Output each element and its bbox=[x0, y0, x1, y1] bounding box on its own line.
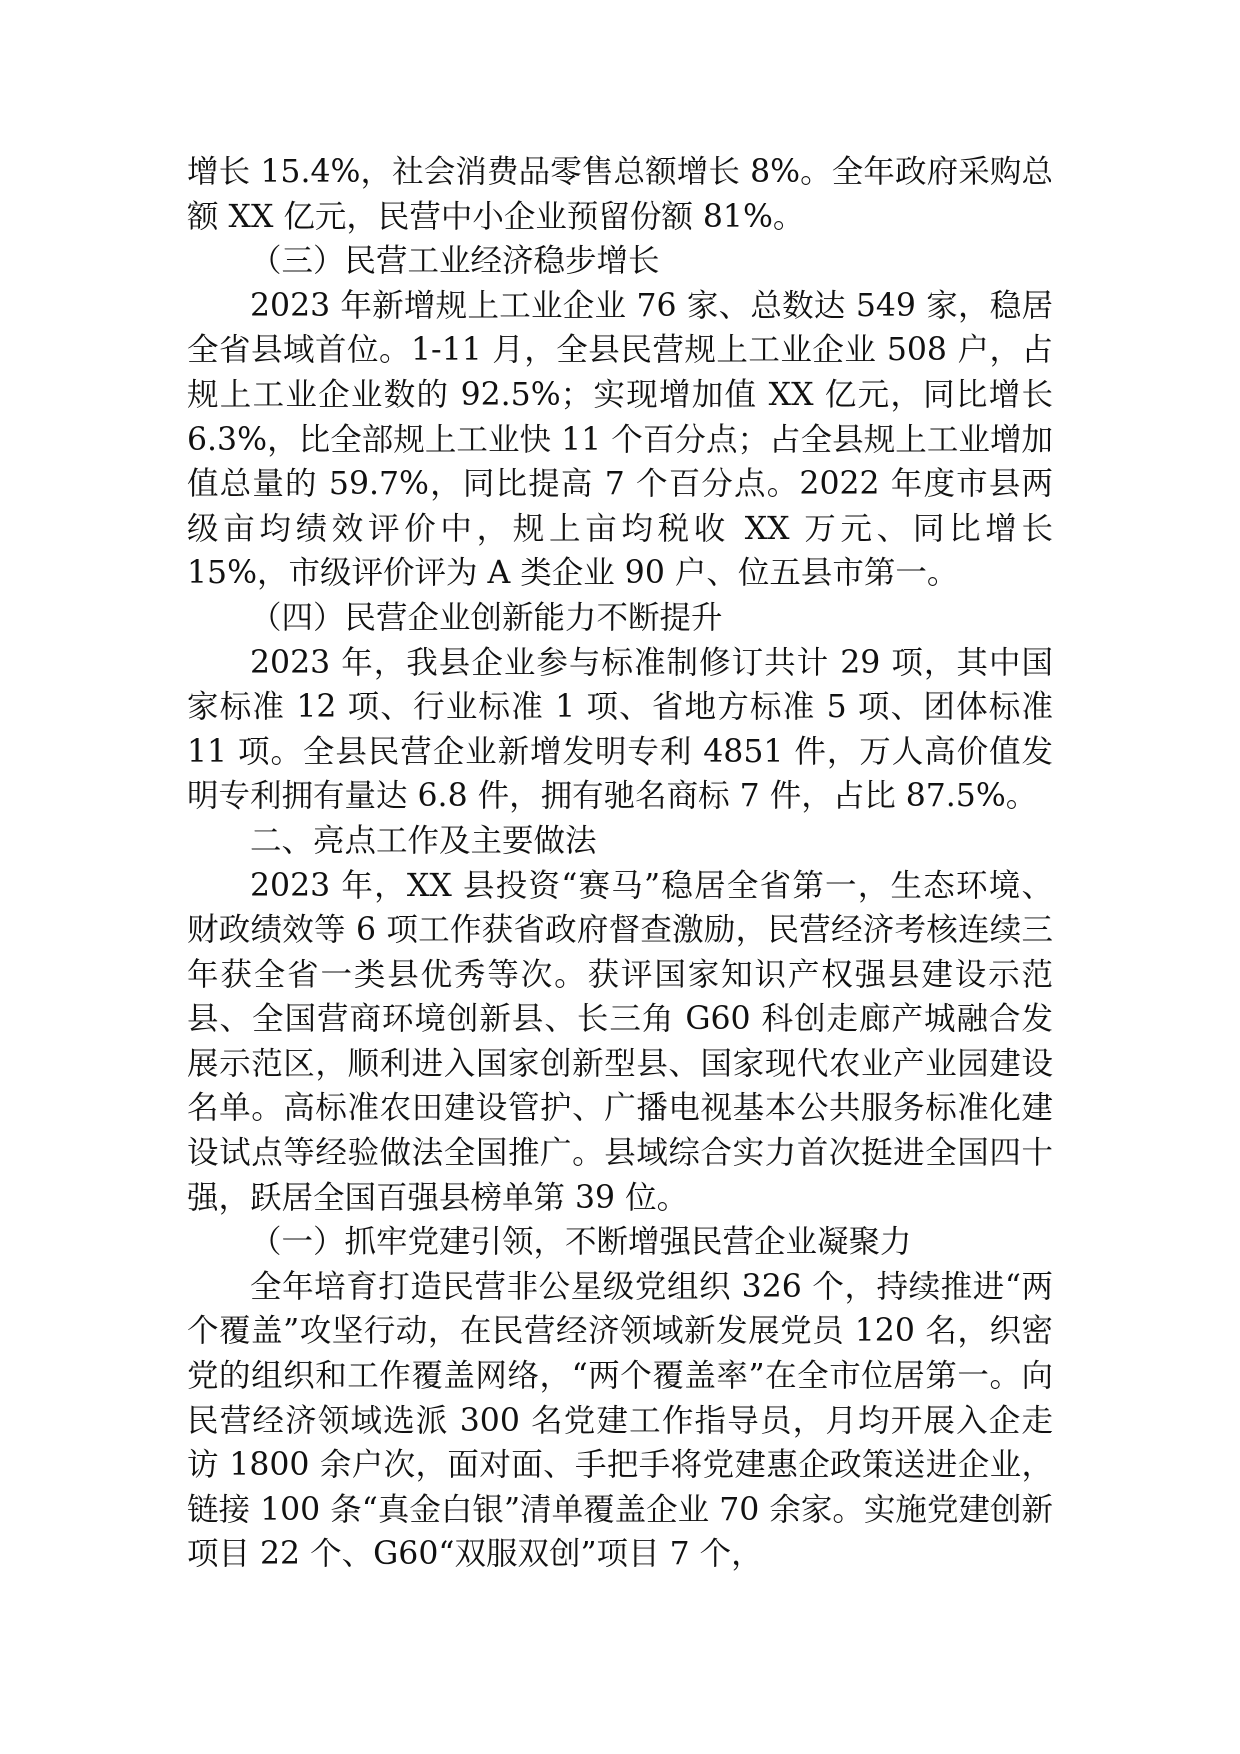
paragraph-highlights: 2023 年，XX 县投资“赛马”稳居全省第一，生态环境、财政绩效等 6 项工作获省政府督查激励，民营经济考核连续三年获全省一类县优秀等次。获评国家知识产权强县建设示范县、全国营商环境创新县、长三角 G60 科创走廊产城融合发展示范区，顺利进入国家创新型县、国家现代农业产业园建设名单。高标准农田建设管护、广播电视基本公共服务标准化建设试点等经验做法全国推广。县域综合实力首次挺进全国四十强，跃居全国百强县榜单第 39 位。 bbox=[187, 867, 1053, 1216]
section-heading-3: （三）民营工业经济稳步增长 bbox=[250, 243, 660, 280]
section-heading-1: （一）抓牢党建引领，不断增强民营企业凝聚力 bbox=[250, 1224, 912, 1261]
paragraph-innovation: 2023 年，我县企业参与标准制修订共计 29 项，其中国家标准 12 项、行业标准 1 项、省地方标准 5 项、团体标准 11 项。全县民营企业新增发明专利 4851 件，万人高价值发明专利拥有量达 6.8 件，拥有驰名商标 7 件，占比 87.5%。 bbox=[187, 644, 1053, 815]
paragraph-industrial-growth: 2023 年新增规上工业企业 76 家、总数达 549 家，稳居全省县域首位。1-11 月，全县民营规上工业企业 508 户，占规上工业企业数的 92.5%；实现增加值 XX 亿元，同比增长 6.3%，比全部规上工业快 11 个百分点；占全县规上工业增加值总量的 59.7%，同比提高 7 个百分点。2022 年度市县两级亩均绩效评价中，规上亩均税收 XX 万元、同比增长 15%，市级评价评为 A 类企业 90 户、位五县市第一。 bbox=[187, 287, 1053, 592]
paragraph-continued: 增长 15.4%，社会消费品零售总额增长 8%。全年政府采购总额 XX 亿元，民营中小企业预留份额 81%。 bbox=[187, 154, 1053, 235]
paragraph-party-building: 全年培育打造民营非公星级党组织 326 个，持续推进“两个覆盖”攻坚行动，在民营经济领域新发展党员 120 名，织密党的组织和工作覆盖网络，“两个覆盖率”在全市位居第一。向民营经济领域选派 300 名党建工作指导员，月均开展入企走访 1800 余户次，面对面、手把手将党建惠企政策送进企业，链接 100 条“真金白银”清单覆盖企业 70 余家。实施党建创新项目 22 个、G60“双服双创”项目 7 个， bbox=[187, 1268, 1053, 1573]
chapter-heading-2: 二、亮点工作及主要做法 bbox=[250, 822, 597, 859]
document-page bbox=[187, 150, 1053, 1577]
section-heading-4: （四）民营企业创新能力不断提升 bbox=[250, 599, 723, 636]
